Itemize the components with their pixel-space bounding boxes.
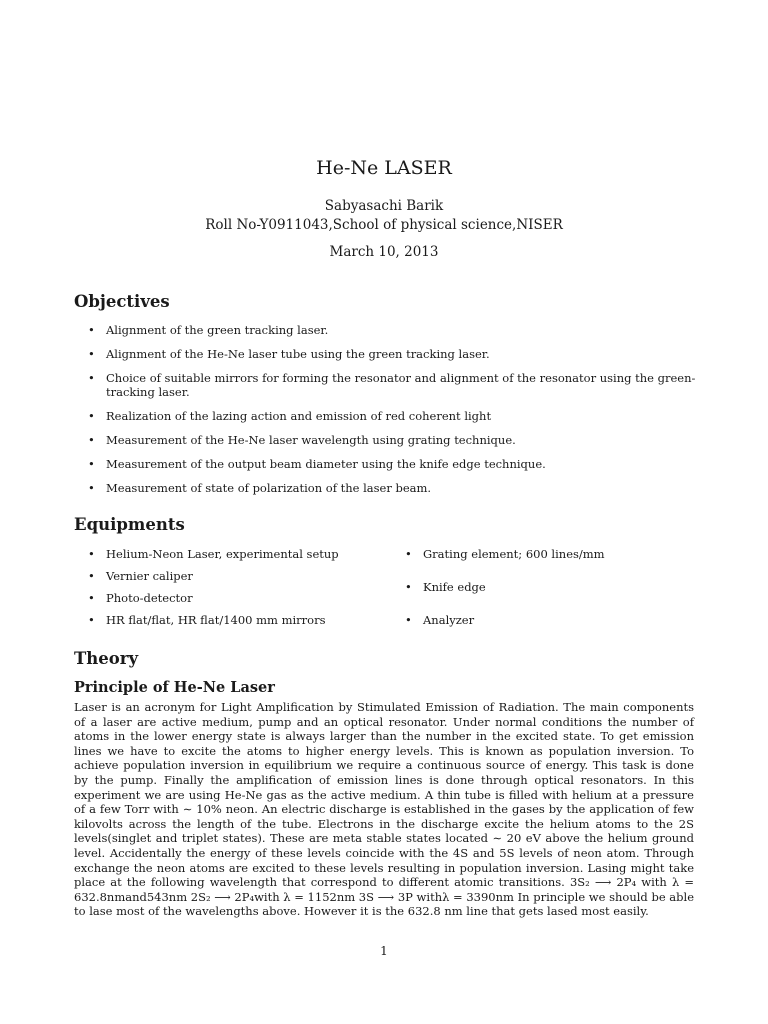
list-item: • Measurement of the He-Ne laser wavelength using grating technique. (88, 433, 698, 447)
page-number: 1 (380, 944, 388, 958)
list-item: • Alignment of the green tracking laser. (88, 323, 698, 337)
paper-date: March 10, 2013 (329, 244, 439, 260)
list-item: • Knife edge (405, 580, 486, 594)
list-item: • Photo-detector (88, 591, 193, 605)
author-block (0, 197, 768, 235)
list-item: • Choice of suitable mirrors for forming the resonator and alignment of the resonator using the green-tracking laser. (88, 371, 698, 399)
theory-heading: Theory (74, 649, 139, 668)
list-item: • Realization of the lazing action and emission of red coherent light (88, 409, 698, 423)
author-name: Sabyasachi Barik (324, 198, 444, 214)
list-item: • Alignment of the He-Ne laser tube using the green tracking laser. (88, 347, 698, 361)
objectives-heading: Objectives (74, 292, 170, 311)
list-item: • HR flat/flat, HR flat/1400 mm mirrors (88, 613, 325, 627)
objectives-list (88, 323, 698, 505)
list-item: • Analyzer (405, 613, 474, 627)
principle-subheading: Principle of He-Ne Laser (74, 679, 275, 696)
equipments-heading: Equipments (74, 515, 185, 534)
list-item: • Measurement of state of polarization of the laser beam. (88, 481, 698, 495)
list-item: • Grating element; 600 lines/mm (405, 547, 605, 561)
theory-paragraph: Laser is an acronym for Light Amplification by Stimulated Emission of Radiation. The main components of a laser are active medium, pump and an optical resonator. Under normal conditions the number of atoms in the lower energy state is always larger than the number in the excited state. To get emission lines we have to excite the atoms to higher energy levels. This is known as population inversion. To achieve population inversion in equilibrium we require a continuous source of energy. This task is done by the pump. Finally the amplification of emission lines is done through optical resonators. In this experiment we are using He-Ne gas as the active medium. A thin tube is filled with helium at a pressure of a few Torr with ∼ 10% neon. An electric discharge is established in the gases by the application of few kilovolts across the length of the tube. Electrons in the discharge excite the helium atoms to the 2S levels(singlet and triplet states). These are meta stable states located ∼ 20 eV above the helium ground level. Accidentally the energy of these levels coincide with the 4S and 5S levels of neon atom. Through exchange the neon atoms are excited to these levels resulting in population inversion. Lasing might take place at the following wavelength that correspond to different atomic transitions. 3S₂ ⟶ 2P₄ with λ = 632.8nmand543nm 2S₂ ⟶ 2P₄with λ = 1152nm 3S ⟶ 3P withλ = 3390nm In principle we should be able to lase most of the wavelengths above. However it is the 632.8 nm line that gets lased most easily. (74, 700, 694, 919)
list-item: • Measurement of the output beam diameter using the knife edge technique. (88, 457, 698, 471)
author-affiliation: Roll No-Y0911043,School of physical science,NISER (205, 217, 563, 233)
paper-title: He-Ne LASER (316, 157, 452, 179)
list-item: • Helium-Neon Laser, experimental setup (88, 547, 339, 561)
list-item: • Vernier caliper (88, 569, 193, 583)
